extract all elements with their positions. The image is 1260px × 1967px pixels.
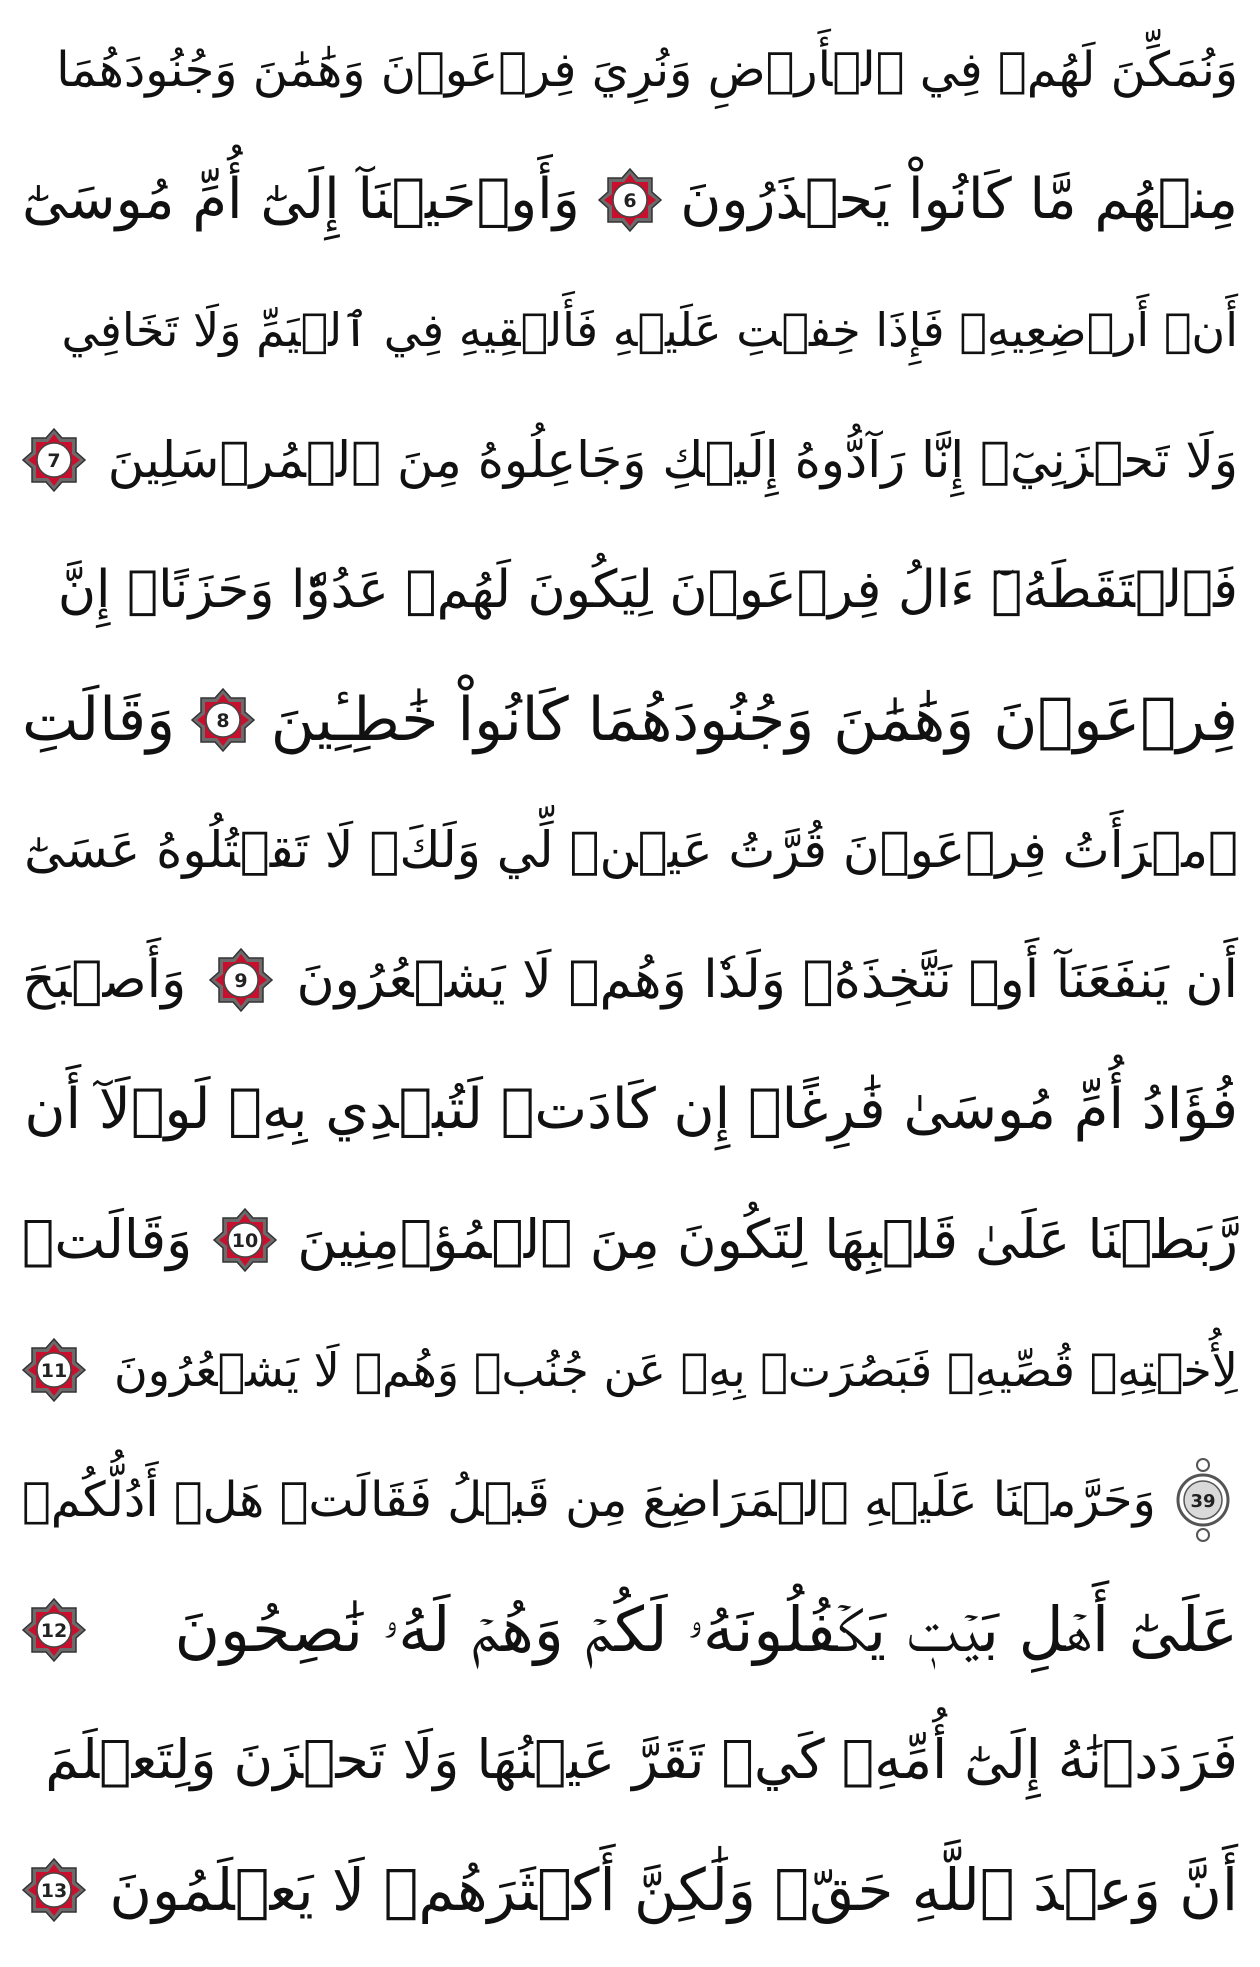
ayah-marker-icon — [22, 1858, 86, 1922]
text-line — [22, 1312, 1238, 1428]
text-line — [22, 1442, 1238, 1558]
ayah-number: 13 — [40, 1880, 68, 1902]
verse-text: فُؤَادُ أُمِّ مُوسَىٰ فَٰرِغًاۖ إِن كَادَتۡ لَتُبۡدِي بِهِۦ لَوۡلَآ أَن — [24, 1077, 1238, 1142]
ayah-marker-icon — [213, 1208, 277, 1272]
text-line — [22, 142, 1238, 258]
text-line — [22, 402, 1238, 518]
verse-text: فَرَدَدۡنَٰهُ إِلَىٰٓ أُمِّهِۦ كَيۡ تَقَرَّ عَيۡنُهَا وَلَا تَحۡزَنَ وَلِتَعۡلَمَ — [45, 1728, 1238, 1791]
verse-text: لِأُخۡتِهِۦ قُصِّيهِۖ فَبَصُرَتۡ بِهِۦ عَن جُنُبٖ وَهُمۡ لَا يَشۡعُرُونَ — [113, 1343, 1238, 1397]
verse-text: وَنُمَكِّنَ لَهُمۡ فِي ٱلۡأَرۡضِ وَنُرِيَ فِرۡعَوۡنَ وَهَٰمَٰنَ وَجُنُودَهُمَا — [56, 42, 1238, 98]
ayah-number: 8 — [216, 710, 230, 732]
ayah-number: 9 — [234, 970, 248, 992]
verse-text: عَلَىٰٓ أَهۡلِ بَيۡتٖ يَكۡفُلُونَهُۥ لَكُمۡ وَهُمۡ لَهُۥ نَٰصِحُونَ — [174, 1593, 1238, 1666]
text-line — [22, 1832, 1238, 1948]
verse-text: فَٱلۡتَقَطَهُۥٓ ءَالُ فِرۡعَوۡنَ لِيَكُونَ لَهُمۡ عَدُوّٗا وَحَزَنًاۗ إِنَّ — [57, 560, 1238, 620]
text-line — [22, 662, 1238, 778]
text-line — [22, 12, 1238, 128]
ayah-number: 11 — [40, 1360, 68, 1382]
text-line — [22, 1052, 1238, 1168]
text-line — [22, 922, 1238, 1038]
verse-text: فِرۡعَوۡنَ وَهَٰمَٰنَ وَجُنُودَهُمَا كَانُواْ خَٰطِـِٔينَ — [270, 685, 1238, 755]
verse-text-continuation: وَأَصۡبَحَ — [22, 950, 187, 1010]
verse-text: مِنۡهُم مَّا كَانُواْ يَحۡذَرُونَ — [680, 167, 1238, 232]
text-line — [22, 1182, 1238, 1298]
verse-text-continuation: وَقَالَتۡ — [22, 1208, 193, 1271]
verse-text-continuation: وَقَالَتِ — [22, 685, 176, 755]
ayah-marker-icon — [598, 168, 662, 232]
verse-text: ٱمۡرَأَتُ فِرۡعَوۡنَ قُرَّتُ عَيۡنٖ لِّي وَلَكَۖ لَا تَقۡتُلُوهُ عَسَىٰٓ — [24, 821, 1238, 879]
text-line — [22, 792, 1238, 908]
verse-text: أَنۡ أَرۡضِعِيهِۖ فَإِذَا خِفۡتِ عَلَيۡهِ فَأَلۡقِيهِ فِي ٱلۡيَمِّ وَلَا تَخَافِي — [61, 303, 1238, 357]
hizb-number: 39 — [1190, 1491, 1216, 1512]
text-line — [22, 1572, 1238, 1688]
ayah-number: 7 — [47, 450, 61, 472]
ayah-marker-icon — [22, 428, 86, 492]
verse-text-continuation: وَأَوۡحَيۡنَآ إِلَىٰٓ أُمِّ مُوسَىٰٓ — [22, 167, 580, 232]
text-line — [22, 272, 1238, 388]
verse-text: وَلَا تَحۡزَنِيٓۖ إِنَّا رَآدُّوهُ إِلَيۡكِ وَجَاعِلُوهُ مِنَ ٱلۡمُرۡسَلِينَ — [107, 431, 1238, 489]
verse-text: رَّبَطۡنَا عَلَىٰ قَلۡبِهَا لِتَكُونَ مِنَ ٱلۡمُؤۡمِنِينَ — [297, 1208, 1238, 1271]
ayah-marker-icon — [22, 1338, 86, 1402]
text-line — [22, 532, 1238, 648]
text-line — [22, 1702, 1238, 1818]
hizb-marker-icon — [1168, 1452, 1238, 1548]
verse-text: وَحَرَّمۡنَا عَلَيۡهِ ٱلۡمَرَاضِعَ مِن قَبۡلُ فَقَالَتۡ هَلۡ أَدُلُّكُمۡ — [22, 1472, 1156, 1528]
ayah-marker-icon — [191, 688, 255, 752]
ayah-number: 6 — [623, 190, 637, 212]
ayah-number: 10 — [231, 1230, 258, 1252]
ayah-marker-icon — [22, 1598, 86, 1662]
verse-text: أَن يَنفَعَنَآ أَوۡ نَتَّخِذَهُۥ وَلَدٗا وَهُمۡ لَا يَشۡعُرُونَ — [296, 950, 1238, 1010]
ayah-number: 12 — [40, 1620, 68, 1642]
ayah-marker-icon — [209, 948, 273, 1012]
verse-text: أَنَّ وَعۡدَ ٱللَّهِ حَقّٞ وَلَٰكِنَّ أَكۡثَرَهُمۡ لَا يَعۡلَمُونَ — [109, 1856, 1238, 1924]
